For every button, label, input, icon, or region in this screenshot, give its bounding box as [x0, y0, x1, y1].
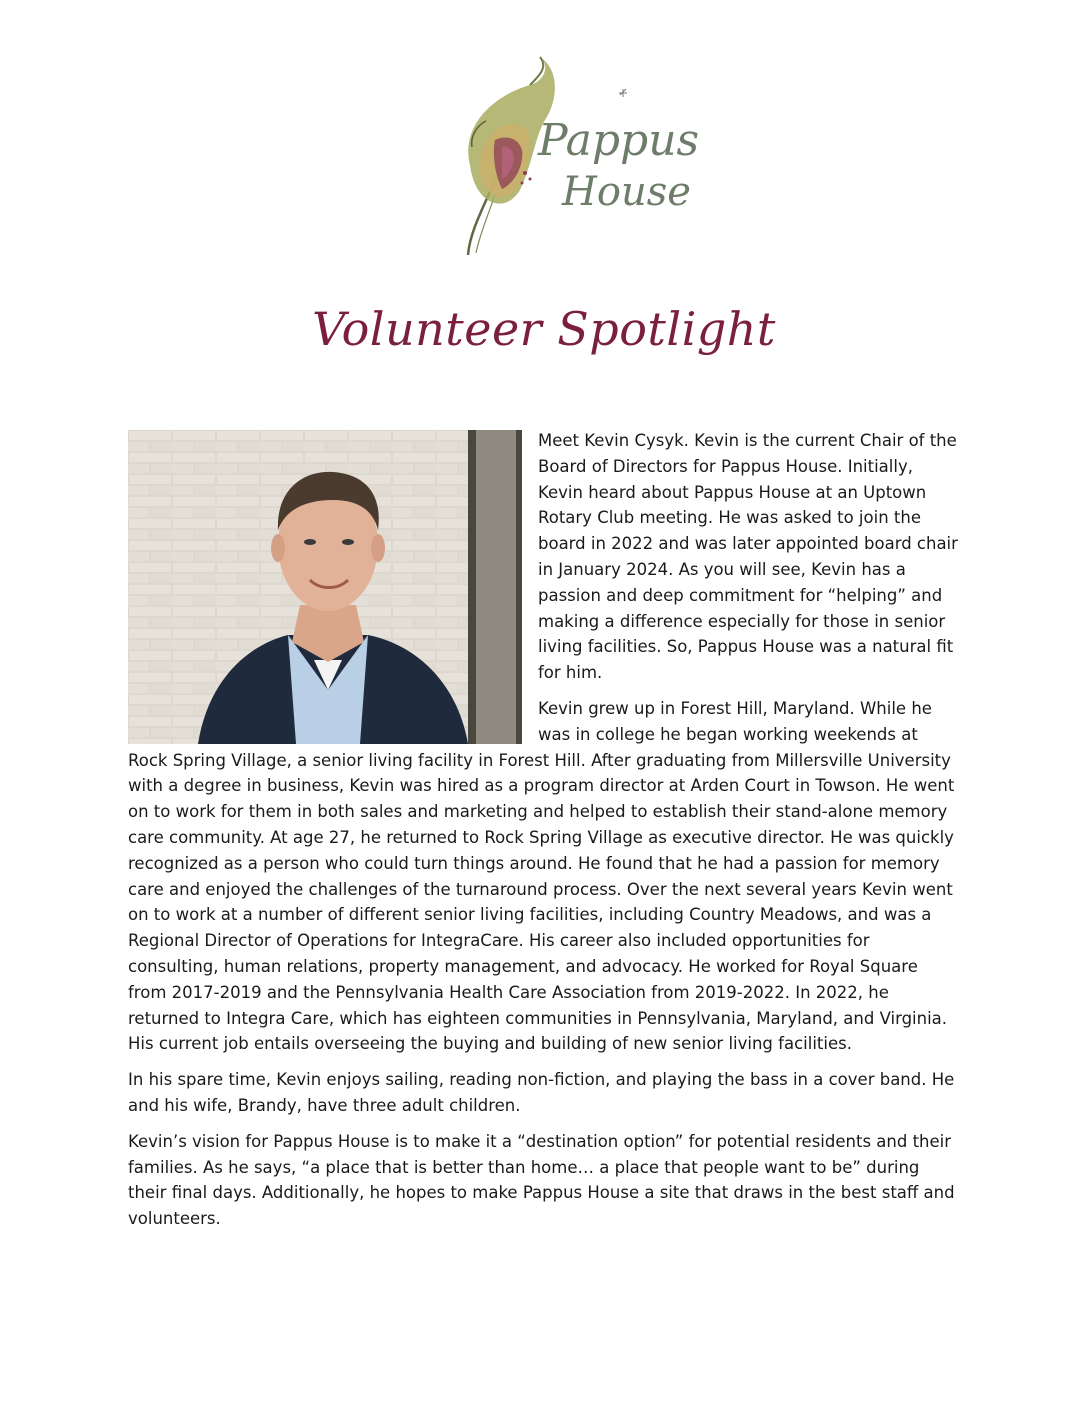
article-paragraph-3: In his spare time, Kevin enjoys sailing, reading non-fiction, and playing the bass in a cover band. He and his wife, Brandy, have three adult children. — [128, 1070, 955, 1115]
logo-text-line2: House — [562, 169, 691, 215]
article-paragraph-4: Kevin’s vision for Pappus House is to make it a “destination option” for potential residents and their families. As he says, “a place that is better than home… a place that people want to be” during their final days. Additionally, he hopes to make Pappus House a site that draws in the best staff and volunteers. — [128, 1131, 955, 1229]
portrait-photo — [128, 430, 522, 744]
milkweed-pod-icon — [440, 55, 710, 260]
article-paragraph-1: Meet Kevin Cysyk. Kevin is the current Chair of the Board of Directors for Pappus House. Initially, Kevin heard about Pappus House at an Uptown Rotary Club meeting. He was asked to join the board in 2022 and was later appointed board chair in January 2024. As you will see, Kevin has a passion and deep commitment for “helping” and making a difference especially for those in senior living facilities. So, Pappus House was a natural fit for him. — [538, 431, 958, 683]
article-paragraph-2: Kevin grew up in Forest Hill, Maryland. While he was in college he began working weekends at Rock Spring Village, a senior living facility in Forest Hill. After graduating from Millersville University with a degree in business, Kevin was hired as a program director at Arden Court in Towson. He went on to work for them in both sales and marketing and helped to establish their stand-alone memory care community. At age 27, he returned to Rock Spring Village as executive director. He was quickly recognized as a person who could turn things around. He found that he had a passion for memory care and enjoyed the challenges of the turnaround process. Over the next several years Kevin went on to work at a number of different senior living facilities, including Country Meadows, and was a Regional Director of Operations for IntegraCare. His career also included opportunities for consulting, human relations, property management, and advocacy. He worked for Royal Square from 2017-2019 and the Pennsylvania Health Care Association from 2019-2022. In 2022, he returned to Integra Care, which has eighteen communities in Pennsylvania, Maryland, and Virginia. His current job entails overseeing the buying and building of new senior living facilities. — [128, 698, 955, 1054]
portrait-image-icon — [128, 430, 522, 744]
logo-text-line1: Pappus — [538, 115, 700, 166]
pappus-house-logo — [440, 55, 710, 260]
article-body — [128, 428, 960, 1242]
page-title: Volunteer Spotlight — [312, 302, 776, 356]
